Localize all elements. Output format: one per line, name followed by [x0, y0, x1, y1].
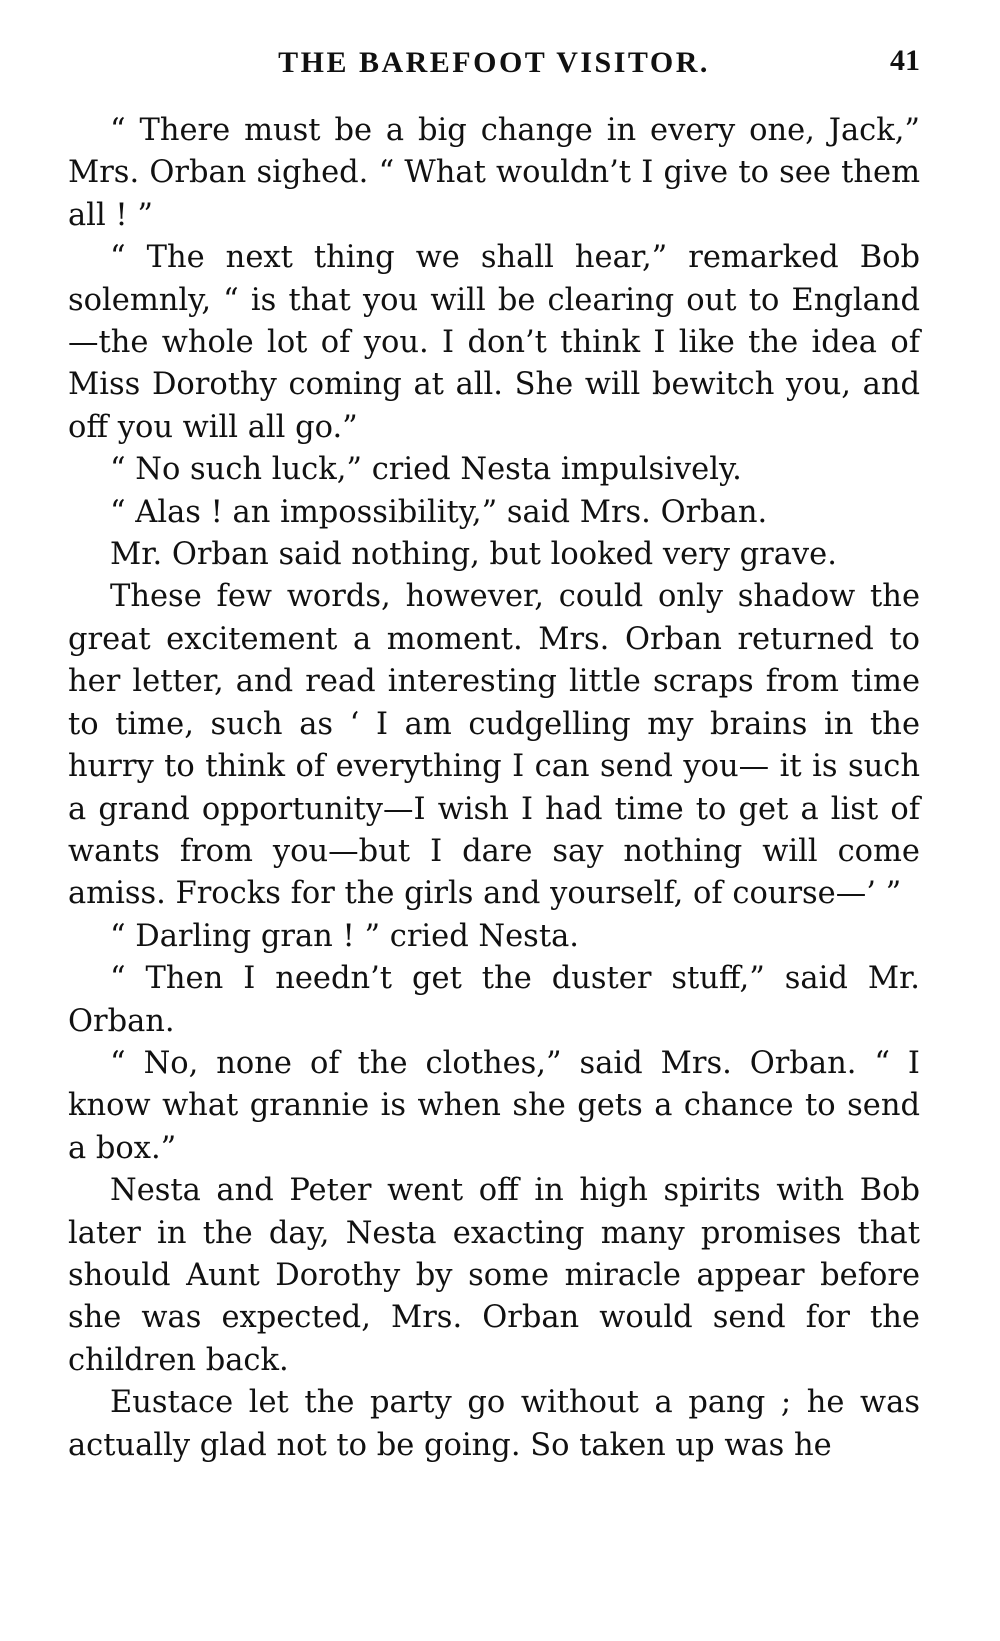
paragraph: “ There must be a big change in every one, Jack,” Mrs. Orban sighed. “ What wouldn’t I give to see them all ! ” — [68, 113, 920, 233]
paragraph: “ No such luck,” cried Nesta impulsively. — [110, 452, 742, 488]
body-text — [68, 110, 920, 1467]
paragraph: “ Alas ! an impossibility,” said Mrs. Orban. — [110, 494, 768, 530]
page-number: 41 — [890, 44, 920, 77]
paragraph: Nesta and Peter went off in high spirits with Bob later in the day, Nesta exacting many promises that should Aunt Dorothy by some miracle appear before she was expected, Mrs. Orban would send for the children back. — [68, 1173, 920, 1378]
paragraph: These few words, however, could only shadow the great excitement a moment. Mrs. Orban returned to her letter, and read interesting little scraps from time to time, such as ‘ I am cudgelling my brains in the hurry to think of everything I can send you— it is such a grand opportunity—I wish I had time to get a list of wants from you—but I dare say nothing will come amiss. Frocks for the girls and yourself, of course—’ ” — [68, 579, 920, 912]
paragraph: “ Darling gran ! ” cried Nesta. — [110, 918, 579, 954]
paragraph: “ No, none of the clothes,” said Mrs. Orban. “ I know what grannie is when she gets a chance to send a box.” — [68, 1045, 920, 1166]
book-page — [68, 40, 920, 1467]
paragraph: “ Then I needn’t get the duster stuff,” said Mr. Orban. — [68, 961, 920, 1039]
running-title: THE BAREFOOT VISITOR. — [278, 46, 710, 79]
paragraph: “ The next thing we shall hear,” remarked Bob solemnly, “ is that you will be clearing out to England —the whole lot of you. I don’t think I like the idea of Miss Dorothy coming at all. She will bewitch you, and off you will all go.” — [68, 240, 920, 445]
paragraph: Mr. Orban said nothing, but looked very grave. — [110, 537, 837, 573]
page-header — [68, 40, 920, 88]
paragraph: Eustace let the party go without a pang ; he was actually glad not to be going. So taken up was he — [68, 1385, 920, 1463]
